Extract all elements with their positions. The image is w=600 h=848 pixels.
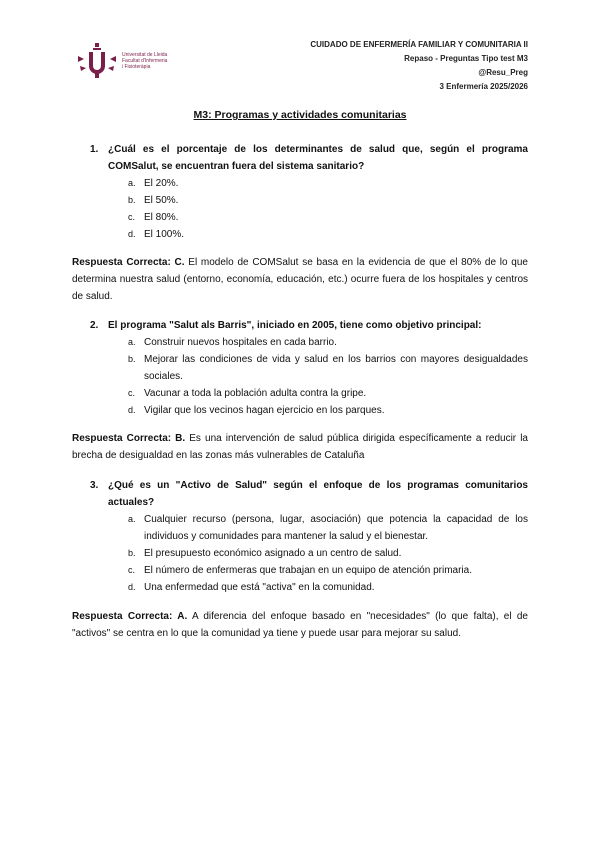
option-letter: a. [128, 337, 136, 347]
question-1 [72, 141, 528, 243]
question-number: 1. [90, 144, 99, 155]
option-text: Una enfermedad que está "activa" en la comunidad. [144, 582, 375, 593]
academic-year: 3 Enfermería 2025/2026 [439, 82, 528, 91]
option-text: El número de enfermeras que trabajan en un equipo de atención primaria. [144, 565, 472, 576]
answer-label: Respuesta Correcta: C. [72, 257, 185, 268]
option-letter: b. [128, 548, 136, 558]
option-c [72, 562, 528, 579]
option-a [72, 511, 528, 545]
option-list [72, 511, 528, 596]
university-name [122, 52, 167, 70]
question-stem: ¿Qué es un "Activo de Salud" según el enfoque de los programas comunitarios actuales? [108, 480, 528, 508]
question-stem: ¿Cuál es el porcentaje de los determinantes de salud que, según el programa COMSalut, se encuentran fuera del sistema sanitario? [108, 144, 528, 172]
option-text: Cualquier recurso (persona, lugar, asociación) que potencia la capacidad de los individuos y comunidades para mantener la salud y el bienestar. [144, 514, 528, 542]
option-letter: a. [128, 514, 136, 524]
option-a [72, 334, 528, 351]
document-subtitle: Repaso - Preguntas Tipo test M3 [404, 54, 528, 63]
option-text: Vacunar a toda la población adulta contra la gripe. [144, 388, 367, 399]
document-header [310, 38, 528, 94]
option-text: El 50%. [144, 195, 179, 206]
university-crest-icon [76, 40, 118, 80]
option-text: El 20%. [144, 178, 179, 189]
option-letter: a. [128, 178, 136, 188]
question-stem: El programa "Salut als Barris", iniciado en 2005, tiene como objetivo principal: [108, 320, 482, 331]
university-logo [76, 40, 196, 80]
answer-label: Respuesta Correcta: B. [72, 433, 186, 444]
question-number: 2. [90, 320, 99, 331]
answer-1 [72, 254, 528, 305]
option-b [72, 545, 528, 562]
question-number: 3. [90, 480, 99, 491]
option-letter: c. [128, 565, 136, 575]
logo-line-3: i Fisioteràpia [122, 64, 151, 70]
option-text: Construir nuevos hospitales en cada barrio. [144, 337, 337, 348]
option-letter: c. [128, 388, 136, 398]
logo-line-1: Universitat de Lleida [122, 52, 168, 58]
page-title: M3: Programas y actividades comunitarias [193, 109, 407, 121]
option-d [72, 226, 528, 243]
option-letter: c. [128, 212, 136, 222]
question-3 [72, 477, 528, 596]
option-b [72, 351, 528, 385]
question-text [72, 317, 528, 334]
answer-2 [72, 430, 528, 464]
question-text [72, 141, 528, 175]
option-letter: d. [128, 582, 136, 592]
option-d [72, 579, 528, 596]
course-name: CUIDADO DE ENFERMERÍA FAMILIAR Y COMUNITARIA II [310, 40, 528, 49]
option-letter: d. [128, 229, 136, 239]
answer-explanation: A diferencia del enfoque basado en "necesidades" (lo que falta), el de "activos" se centra en lo que la comunidad ya tiene y puede usar para mejorar su salud. [72, 611, 528, 639]
option-list [72, 175, 528, 243]
author-handle: @Resu_Preg [478, 68, 528, 77]
option-text: Mejorar las condiciones de vida y salud en los barrios con mayores desigualdades sociales. [144, 354, 528, 382]
option-text: El presupuesto económico asignado a un centro de salud. [144, 548, 402, 559]
answer-label: Respuesta Correcta: A. [72, 611, 188, 622]
option-list [72, 334, 528, 419]
answer-explanation: El modelo de COMSalut se basa en la evidencia de que el 80% de lo que determina nuestra salud (entorno, economía, educación, etc.) ocurre fuera de los hospitales y centros de salud. [72, 257, 528, 302]
logo-line-2: Facultat d'Infermeria [122, 58, 168, 64]
option-text: El 80%. [144, 212, 179, 223]
option-letter: d. [128, 405, 136, 415]
option-letter: b. [128, 195, 136, 205]
question-2 [72, 317, 528, 419]
option-c [72, 209, 528, 226]
option-text: Vigilar que los vecinos hagan ejercicio en los parques. [144, 405, 385, 416]
answer-explanation: Es una intervención de salud pública dirigida específicamente a reducir la brecha de desigualdad en las zonas más vulnerables de Cataluña [72, 433, 528, 461]
option-letter: b. [128, 354, 136, 364]
option-b [72, 192, 528, 209]
option-d [72, 402, 528, 419]
question-text [72, 477, 528, 511]
answer-3 [72, 608, 528, 642]
option-c [72, 385, 528, 402]
option-text: El 100%. [144, 229, 185, 240]
option-a [72, 175, 528, 192]
